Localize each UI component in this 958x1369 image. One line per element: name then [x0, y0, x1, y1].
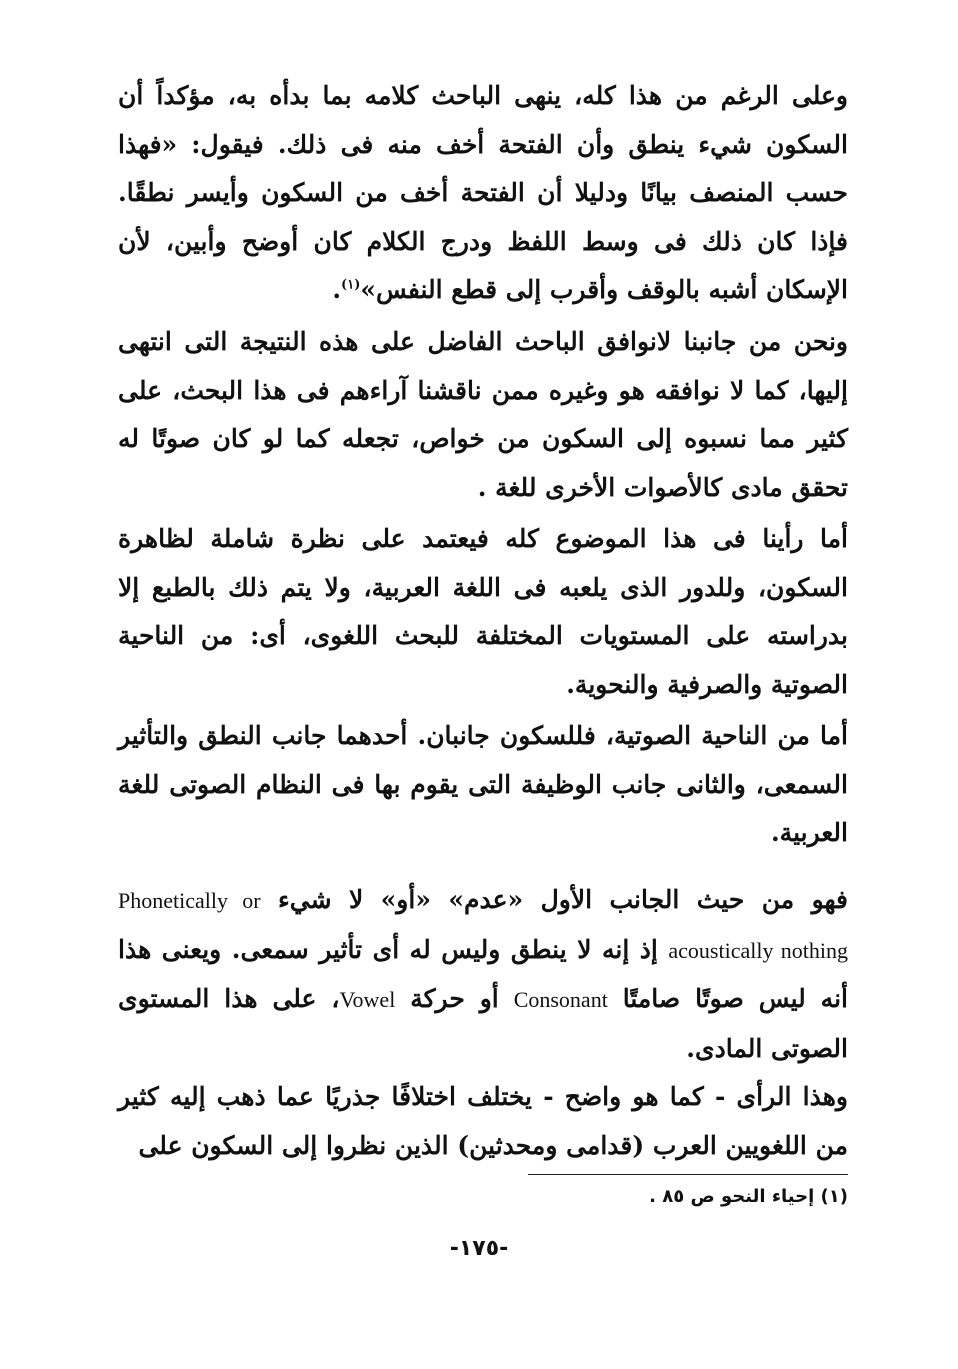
- footnote-marker: (١): [341, 277, 361, 293]
- paragraph-5-part-4: ، على هذا المستوى الصوتى المادى.: [118, 984, 848, 1063]
- paragraph-5-part-2: إذ إنه لا ينطق وليس له أى تأثير سمعى. ويعنى هذا أنه ليس صوتًا صامتًا: [118, 934, 848, 1013]
- paragraph-1-text: وعلى الرغم من هذا كله، ينهى الباحث كلامه بما بدأه به، مؤكداً أن السكون شيء ينطق وأن الفتحة أخف منه فى ذلك. فيقول: «فهذا حسب المنصف بيانًا ودليلا أن الفتحة أخف من السكون وأيسر نطقًا. فإذا كان ذلك فى وسط اللفظ ودرج الكلام كان أوضح وأبين، لأن الإسكان أشبه بالوقف وأقرب إلى قطع النفس»: [118, 81, 848, 304]
- english-term-vowel: Vowel: [339, 987, 396, 1012]
- page-number: -١٧٥-: [449, 1236, 509, 1261]
- paragraph-5: [118, 876, 848, 1073]
- paragraph-1-tail: .: [332, 275, 342, 304]
- paragraph-6: وهذا الرأى - كما هو واضح - يختلف اختلافًا جذريًا عما ذهب إليه كثير من اللغويين العرب (قدامى ومحدثين) الذين نظروا إلى السكون على: [118, 1082, 848, 1160]
- paragraph-1: [118, 72, 848, 315]
- english-term-phonetically: Phonetically or acoustically nothing: [118, 888, 848, 963]
- english-term-consonant: Consonant: [513, 987, 608, 1012]
- paragraph-3: أما رأينا فى هذا الموضوع كله فيعتمد على نظرة شاملة لظاهرة السكون، وللدور الذى يلعبه فى اللغة العربية، ولا يتم ذلك بالطبع إلا بدراسته على المستويات المختلفة للبحث اللغوى، أى: من الناحية الصوتية والصرفية والنحوية.: [118, 524, 848, 699]
- footnote: (١) إحياء النحو ص ٨٥ .: [649, 1186, 848, 1207]
- paragraph-2: ونحن من جانبنا لانوافق الباحث الفاضل على هذه النتيجة التى انتهى إليها، كما لا نوافقه هو وغيره ممن ناقشنا آراءهم فى هذا البحث، على كثير مما نسبوه إلى السكون من خواص، تجعله كما لو كان صوتًا له تحقق مادى كالأصوات الأخرى للغة .: [118, 327, 848, 502]
- paragraph-5-part-1: فهو من حيث الجانب الأول «عدم» «أو» لا شيء: [278, 885, 848, 914]
- paragraph-5-part-3: أو حركة: [410, 984, 499, 1013]
- footnote-divider: [528, 1174, 848, 1175]
- paragraph-4: أما من الناحية الصوتية، فللسكون جانبان. أحدهما جانب النطق والتأثير السمعى، والثانى جانب الوظيفة التى يقوم بها فى النظام الصوتى للغة العربية.: [118, 721, 848, 847]
